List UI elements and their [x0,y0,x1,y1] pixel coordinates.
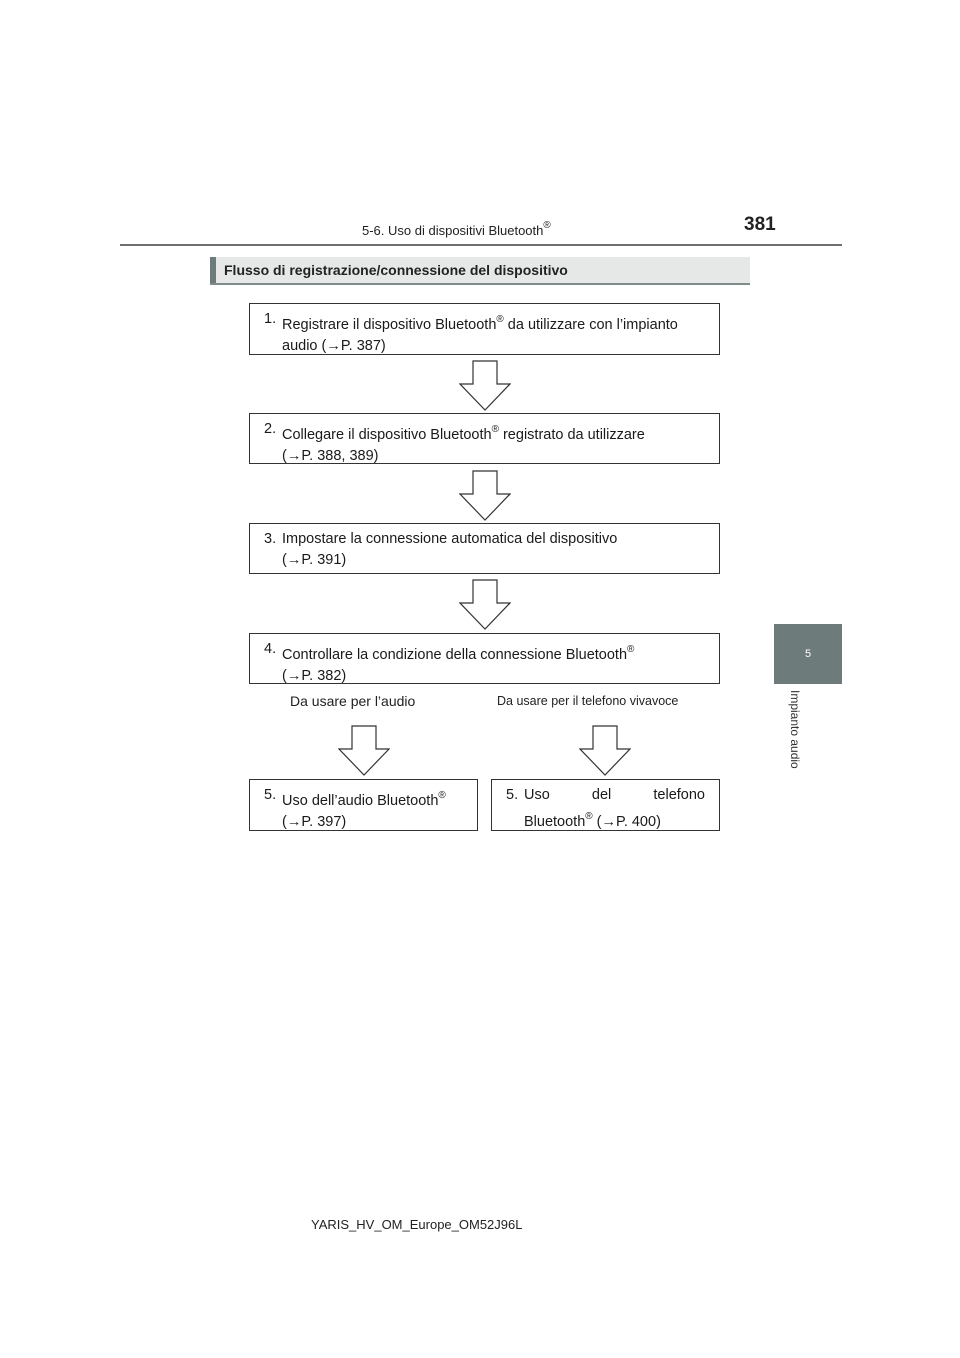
step-reference: (→P. 397) [282,814,347,830]
step-1-box [249,303,720,355]
chapter-label [774,690,814,780]
flow-banner [210,257,750,285]
down-arrow-icon [579,725,631,777]
chapter-tab: 5 [774,624,842,684]
section-title-text: 5-6. Uso di dispositivi Bluetooth [362,223,544,238]
step-5-audio-box [249,779,478,831]
step-3-box [249,523,720,574]
step-number: 2. [264,421,277,437]
step-text: Collegare il dispositivo Bluetooth [282,427,492,443]
registered-mark: ® [438,790,446,801]
step-text: Registrare il dispositivo Bluetooth [282,317,497,333]
step-reference: (→P. 388, 389) [282,448,379,464]
banner-accent [210,257,216,283]
down-arrow-icon [459,470,511,522]
step-2-box [249,413,720,464]
step-number: 5. [506,787,519,803]
step-text: Uso [524,787,550,803]
registered-mark: ® [491,424,499,435]
step-text: registrato da utilizzare [498,427,645,443]
down-arrow-icon [459,360,511,412]
step-4-box [249,633,720,684]
banner-title: Flusso di registrazione/connessione del dispositivo [224,262,568,278]
branch-label-audio: Da usare per l’audio [290,693,416,709]
page-number: 381 [744,214,776,235]
registered-mark: ® [543,220,551,231]
step-number: 4. [264,641,277,657]
step-number: 3. [264,531,277,547]
registered-mark: ® [627,644,635,655]
step-text: telefono [653,787,705,803]
step-text: Controllare la condizione della connessione Bluetooth [282,647,628,663]
step-number: 5. [264,787,277,803]
down-arrow-icon [338,725,390,777]
section-title [362,220,551,238]
step-reference: (→P. 382) [282,668,347,684]
step-reference: (→P. 400) [592,814,661,830]
step-reference: audio (→P. 387) [282,338,386,354]
step-5-phone-box [491,779,720,831]
step-text: Uso dell’audio Bluetooth [282,793,439,809]
step-reference: (→P. 391) [282,552,347,568]
down-arrow-icon [459,579,511,631]
step-text: Bluetooth [524,814,586,830]
branch-label-phone: Da usare per il telefono vivavoce [497,694,679,708]
step-number: 1. [264,311,277,327]
registered-mark: ® [585,811,593,822]
chapter-label-text: Impianto audio [788,690,802,769]
step-text: Impostare la connessione automatica del dispositivo [282,531,618,547]
step-text: da utilizzare con l’impianto [503,317,678,333]
header-divider [120,244,842,246]
document-code: YARIS_HV_OM_Europe_OM52J96L [311,1217,523,1232]
registered-mark: ® [496,314,504,325]
step-text: del [591,787,612,803]
